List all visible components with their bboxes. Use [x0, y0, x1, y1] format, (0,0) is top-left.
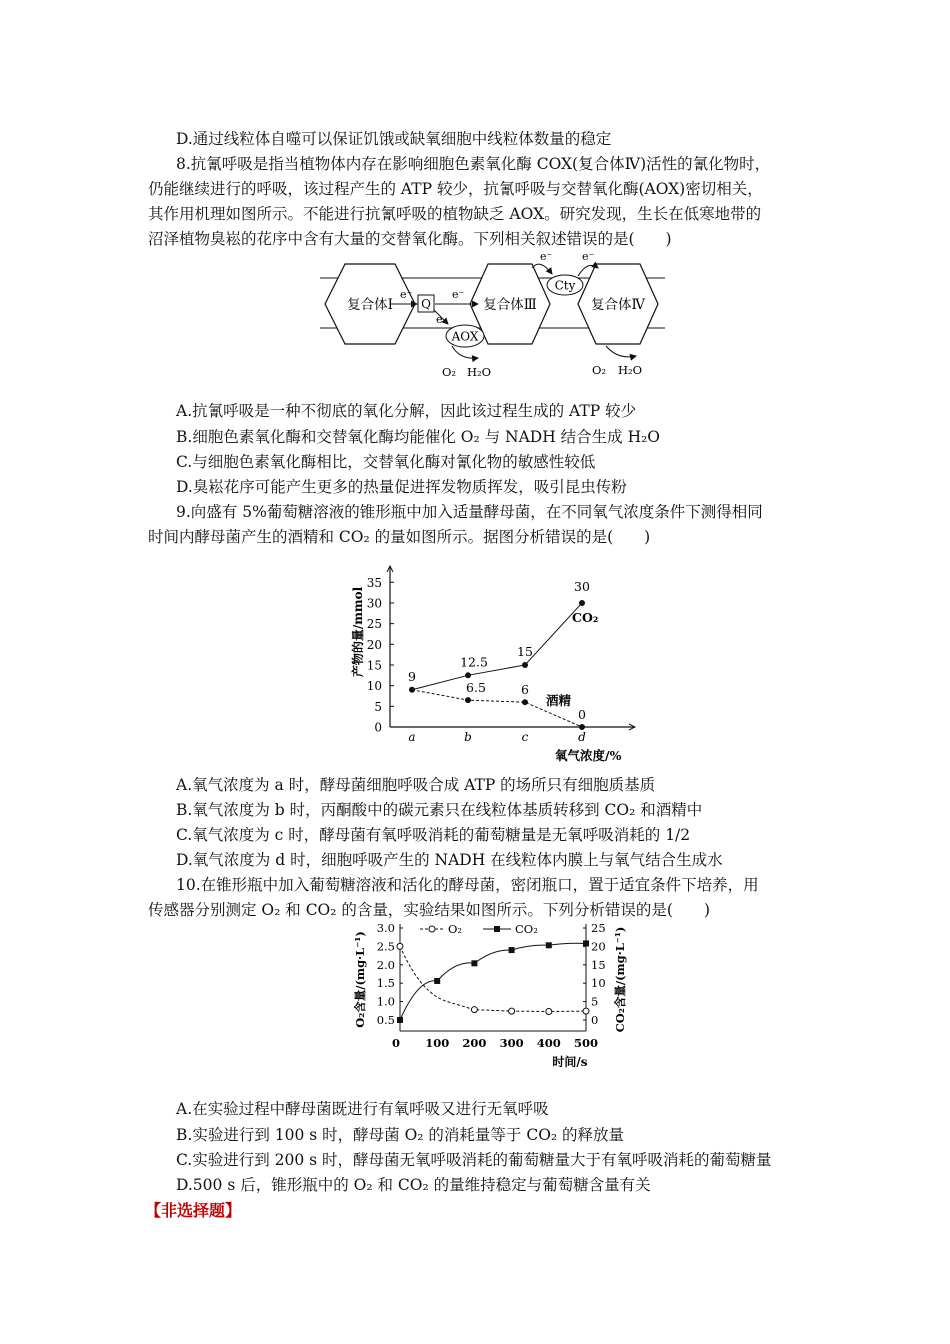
x-tick-label: a [408, 730, 416, 744]
data-label: 12.5 [460, 654, 488, 670]
complex-1-label: 复合体Ⅰ [347, 297, 393, 313]
q8-option-c: C.与细胞色素氧化酶相比，交替氧化酶对氰化物的敏感性较低 [176, 453, 596, 471]
data-point [465, 697, 471, 703]
c4-o2-label: O₂ [592, 363, 607, 377]
o2-data-point [546, 1009, 552, 1015]
cty-label: Cty [554, 278, 576, 293]
co2-data-point [471, 960, 477, 966]
data-point [465, 672, 471, 678]
y-left-tick-label: 3.0 [376, 921, 395, 935]
x-tick-label: 0 [391, 1036, 401, 1050]
electron-label-2: e⁻ [452, 288, 465, 301]
x-tick-label: 300 [499, 1036, 524, 1050]
y-left-tick-label: 0.5 [376, 1012, 395, 1027]
x-tick-label: 100 [425, 1036, 450, 1050]
q8-option-a: A.抗氰呼吸是一种不彻底的氧化分解，因此该过程生成的 ATP 较少 [176, 402, 637, 420]
q8-option-b: B.细胞色素氧化酶和交替氧化酶均能催化 O₂ 与 NADH 结合生成 H₂O [176, 428, 661, 446]
complex-4-label: 复合体Ⅳ [591, 297, 645, 313]
q8-stem-line-2: 仍能继续进行的呼吸，该过程产生的 ATP 较少，抗氰呼吸与交替氧化酶(AOX)密切相关， [148, 180, 763, 198]
aox-label: AOX [451, 329, 479, 344]
q10-stem-line-1: 10.在锥形瓶中加入葡萄糖溶液和活化的酵母菌，密闭瓶口，置于适宜条件下培养，用 [176, 876, 759, 894]
data-point [579, 724, 585, 730]
x-tick-label: 400 [536, 1036, 561, 1050]
y-right-tick-label: 25 [591, 921, 606, 935]
y-tick-label: 35 [366, 575, 382, 590]
series-label-co2: CO₂ [572, 610, 599, 625]
o2-series-line [400, 946, 586, 1011]
y-tick-label: 0 [374, 720, 382, 735]
x-tick-label: 500 [573, 1036, 599, 1050]
complex-3-label: 复合体Ⅲ [483, 297, 537, 313]
legend-co2-marker [494, 926, 500, 932]
electron-label-5: e⁻ [582, 252, 595, 263]
x-tick-label: d [578, 730, 586, 744]
q9-option-a: A.氧气浓度为 a 时，酵母菌细胞呼吸合成 ATP 的场所只有细胞质基质 [176, 776, 656, 794]
co2-data-point [397, 1017, 403, 1023]
section-heading: 【非选择题】 [145, 1201, 242, 1220]
y-right-tick-label: 10 [591, 976, 606, 991]
q8-stem-line-1: 8.抗氰呼吸是指当植物体内存在影响细胞色素氧化酶 COX(复合体Ⅳ)活性的氰化物时， [176, 155, 771, 173]
q10-stem-line-2: 传感器分别测定 O₂ 和 CO₂ 的含量，实验结果如图所示。下列分析错误的是( ) [148, 901, 711, 919]
o2-co2-time-chart [348, 918, 638, 1078]
q7-option-d: D.通过线粒体自噬可以保证饥饿或缺氧细胞中线粒体数量的稳定 [176, 130, 612, 148]
y-tick-label: 10 [366, 679, 382, 694]
x-tick-label: 200 [462, 1036, 487, 1050]
co2-data-point [546, 942, 552, 948]
q8-stem-line-4: 沼泽植物臭崧的花序中含有大量的交替氧化酶。下列相关叙述错误的是( ) [148, 230, 672, 248]
co2-data-point [583, 940, 589, 946]
co2-data-point [509, 947, 515, 953]
y-left-tick-label: 1.5 [376, 976, 395, 991]
y-tick-label: 25 [366, 617, 382, 632]
yeast-product-chart [340, 555, 650, 765]
data-label: 0 [578, 707, 586, 722]
data-label: 6 [521, 682, 529, 698]
data-point [522, 699, 528, 705]
q9-stem-line-1: 9.向盛有 5%葡萄糖溶液的锥形瓶中加入适量酵母菌，在不同氧气浓度条件下测得相同 [176, 503, 763, 521]
c4-h2o-label: H₂O [618, 363, 643, 377]
y-right-tick-label: 15 [591, 957, 606, 972]
y-left-title: O₂含量/(mg·L⁻¹) [353, 931, 367, 1028]
q10-option-a: A.在实验过程中酵母菌既进行有氧呼吸又进行无氧呼吸 [176, 1100, 549, 1118]
q9-option-c: C.氧气浓度为 c 时，酵母菌有氧呼吸消耗的葡萄糖量是无氧呼吸消耗的 1/2 [176, 826, 691, 844]
q10-option-b: B.实验进行到 100 s 时，酵母菌 O₂ 的消耗量等于 CO₂ 的释放量 [176, 1126, 625, 1144]
data-label: 6.5 [466, 680, 486, 696]
y-tick-label: 20 [366, 637, 382, 652]
data-point [579, 600, 585, 606]
x-axis-title: 时间/s [552, 1055, 588, 1069]
respiratory-chain-diagram [320, 252, 680, 382]
q9-option-b: B.氧气浓度为 b 时，丙酮酸中的碳元素只在线粒体基质转移到 CO₂ 和酒精中 [176, 801, 703, 819]
y-left-tick-label: 2.0 [376, 957, 395, 972]
co2-series-line [400, 943, 586, 1020]
co2-data-point [434, 978, 440, 984]
legend-o2-marker [429, 926, 435, 932]
q10-option-c: C.实验进行到 200 s 时，酵母菌无氧呼吸消耗的葡萄糖量大于有氧呼吸消耗的葡萄糖量 [176, 1151, 772, 1169]
o2-data-point [471, 1007, 477, 1013]
series-line-0 [412, 603, 582, 690]
y-left-tick-label: 2.5 [376, 939, 395, 954]
data-label: 9 [408, 668, 416, 684]
y-axis-title: 产物的量/mmol [351, 586, 365, 678]
data-label: 15 [517, 643, 533, 659]
data-label: 30 [574, 578, 590, 594]
aox-o2-label: O₂ [442, 365, 457, 379]
q10-option-d: D.500 s 后，锥形瓶中的 O₂ 和 CO₂ 的量维持稳定与葡萄糖含量有关 [176, 1176, 651, 1194]
q9-stem-line-2: 时间内酵母菌产生的酒精和 CO₂ 的量如图所示。据图分析错误的是( ) [148, 528, 651, 546]
o2-data-point [583, 1008, 589, 1014]
o2-data-point [397, 943, 403, 949]
data-point [522, 662, 528, 668]
series-label-alcohol: 酒精 [546, 693, 572, 708]
y-right-tick-label: 20 [591, 939, 606, 954]
electron-label-3: e [436, 313, 443, 326]
y-tick-label: 5 [374, 699, 382, 714]
y-right-tick-label: 5 [591, 994, 599, 1009]
y-right-title: CO₂含量/(mg·L⁻¹) [613, 926, 627, 1033]
q-label: Q [421, 297, 431, 311]
x-tick-label: c [521, 730, 529, 744]
aox-h2o-label: H₂O [467, 365, 492, 379]
x-axis-title: 氧气浓度/% [555, 748, 622, 763]
y-right-tick-label: 0 [591, 1012, 599, 1027]
q9-option-d: D.氧气浓度为 d 时，细胞呼吸产生的 NADH 在线粒体内膜上与氧气结合生成水 [176, 851, 723, 869]
legend-o2-label: O₂ [448, 922, 463, 936]
electron-label-4: e⁻ [540, 252, 553, 263]
q8-stem-line-3: 其作用机理如图所示。不能进行抗氰呼吸的植物缺乏 AOX。研究发现，生长在低寒地带的 [148, 205, 762, 223]
legend-co2-label: CO₂ [515, 922, 538, 936]
q8-option-d: D.臭崧花序可能产生更多的热量促进挥发物质挥发，吸引昆虫传粉 [176, 478, 627, 496]
electron-label-1: e⁻ [400, 288, 413, 301]
o2-data-point [509, 1008, 515, 1014]
y-left-tick-label: 1.0 [376, 994, 395, 1009]
x-tick-label: b [464, 730, 472, 744]
y-tick-label: 15 [366, 658, 382, 673]
y-tick-label: 30 [366, 596, 382, 611]
